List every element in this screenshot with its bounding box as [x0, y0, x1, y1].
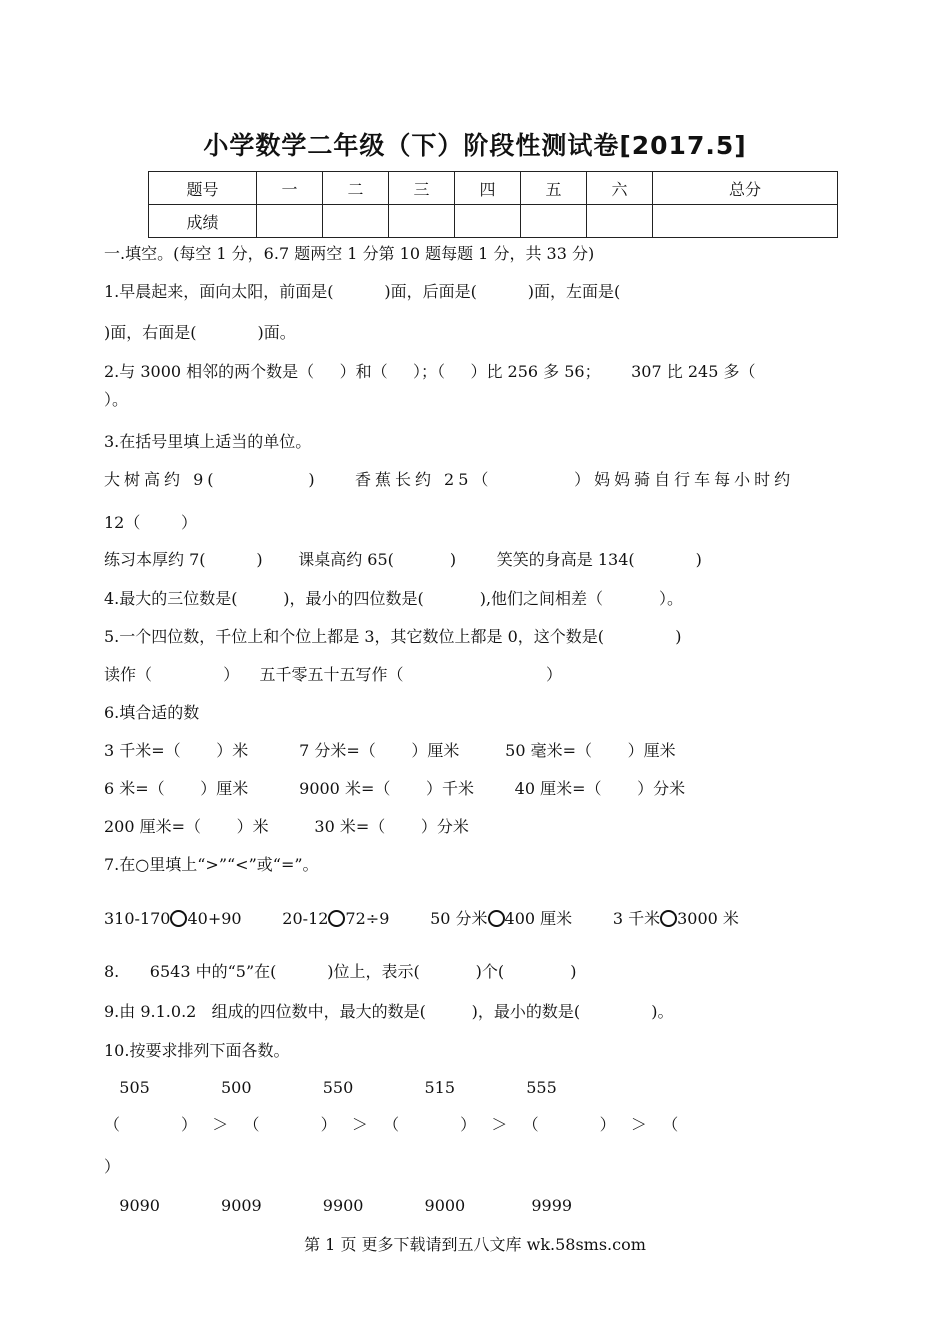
- compare-circle[interactable]: [328, 910, 345, 927]
- question-10-numbers-1: 505 500 550 515 555: [104, 1078, 557, 1097]
- question-6-line-2: 6 米=（ ）厘米 9000 米=（ ）千米 40 厘米=（ ）分米: [104, 779, 686, 798]
- score-table-header-cell: 五: [521, 172, 587, 205]
- question-10: 10.按要求排列下面各数。: [104, 1041, 290, 1060]
- question-3-line-3: 练习本厚约 7( ) 课桌高约 65( ) 笑笑的身高是 134( ): [104, 550, 702, 569]
- question-5-line-2: 读作（ ） 五千零五十五写作（ ）: [104, 665, 562, 684]
- score-table: [148, 171, 838, 238]
- question-5-line-1: 5.一个四位数，千位上和个位上都是 3，其它数位上都是 0，这个数是( ): [104, 627, 682, 646]
- question-10-numbers-2: 9090 9009 9900 9000 9999: [104, 1196, 573, 1215]
- score-table-header-cell: 六: [587, 172, 653, 205]
- question-2-line-1: 2.与 3000 相邻的两个数是（ ）和（ ）；（ ）比 256 多 56； 307 比 245 多（: [104, 362, 756, 381]
- compare-circle[interactable]: [488, 910, 505, 927]
- question-3: 3.在括号里填上适当的单位。: [104, 432, 312, 451]
- compare-circle[interactable]: [170, 910, 187, 927]
- question-6: 6.填合适的数: [104, 703, 200, 722]
- question-3-line-2: 12（ ）: [104, 513, 198, 532]
- compare-right: 400 厘米: [504, 909, 573, 928]
- question-9: 9.由 9.1.0.2 组成的四位数中，最大的数是( )，最小的数是( )。: [104, 1002, 674, 1021]
- question-6-line-1: 3 千米=（ ）米 7 分米=（ ）厘米 50 毫米=（ ）厘米: [104, 741, 676, 760]
- question-4: 4.最大的三位数是( )，最小的四位数是( ),他们之间相差（ ）。: [104, 589, 683, 608]
- question-10-blanks: （ ） ＞ （ ） ＞ （ ） ＞ （ ） ＞ （: [104, 1115, 679, 1134]
- score-table-header-cell: 题号: [149, 172, 257, 205]
- score-table-header-row: [149, 172, 838, 205]
- page-footer: 第 1 页 更多下载请到五八文库 wk.58sms.com: [304, 1235, 646, 1254]
- compare-right: 3000 米: [677, 909, 739, 928]
- score-row-label: 成绩: [149, 205, 257, 238]
- compare-left: 20-12: [282, 909, 329, 928]
- score-table-header-cell: 二: [323, 172, 389, 205]
- score-table-header-cell: 总分: [653, 172, 838, 205]
- score-cell[interactable]: [653, 205, 838, 238]
- question-8: 8. 6543 中的“5”在( )位上，表示( )个( ): [104, 962, 577, 981]
- score-table-header-cell: 四: [455, 172, 521, 205]
- section-heading: 一.填空。(每空 1 分，6.7 题两空 1 分第 10 题每题 1 分，共 33 分): [104, 244, 595, 263]
- score-cell[interactable]: [521, 205, 587, 238]
- score-cell[interactable]: [257, 205, 323, 238]
- question-6-line-3: 200 厘米=（ ）米 30 米=（ ）分米: [104, 817, 469, 836]
- score-cell[interactable]: [455, 205, 521, 238]
- compare-left: 50 分米: [430, 909, 488, 928]
- question-3-line-1: 大树高约 9( ) 香蕉长约 25（ ）妈妈骑自行车每小时约: [104, 470, 795, 489]
- score-table-header-cell: 三: [389, 172, 455, 205]
- question-1-line-2: )面，右面是( )面。: [104, 323, 296, 342]
- page-title: 小学数学二年级（下）阶段性测试卷[2017.5]: [203, 131, 747, 160]
- compare-circle[interactable]: [660, 910, 677, 927]
- compare-left: 310-170: [104, 909, 171, 928]
- compare-left: 3 千米: [612, 909, 661, 928]
- score-cell[interactable]: [323, 205, 389, 238]
- score-cell[interactable]: [389, 205, 455, 238]
- score-table-header-cell: 一: [257, 172, 323, 205]
- question-10-blanks-end: ）: [104, 1157, 121, 1176]
- score-table-score-row: [149, 205, 838, 238]
- question-1-line-1: 1.早晨起来，面向太阳，前面是( )面，后面是( )面，左面是(: [104, 282, 621, 301]
- question-7-compare-row: [104, 909, 739, 929]
- score-cell[interactable]: [587, 205, 653, 238]
- question-2-line-2: ）。: [104, 390, 129, 409]
- compare-right: 72÷9: [345, 909, 390, 928]
- question-7: 7.在○里填上“>”“<”或“=”。: [104, 855, 319, 874]
- compare-right: 40+90: [187, 909, 242, 928]
